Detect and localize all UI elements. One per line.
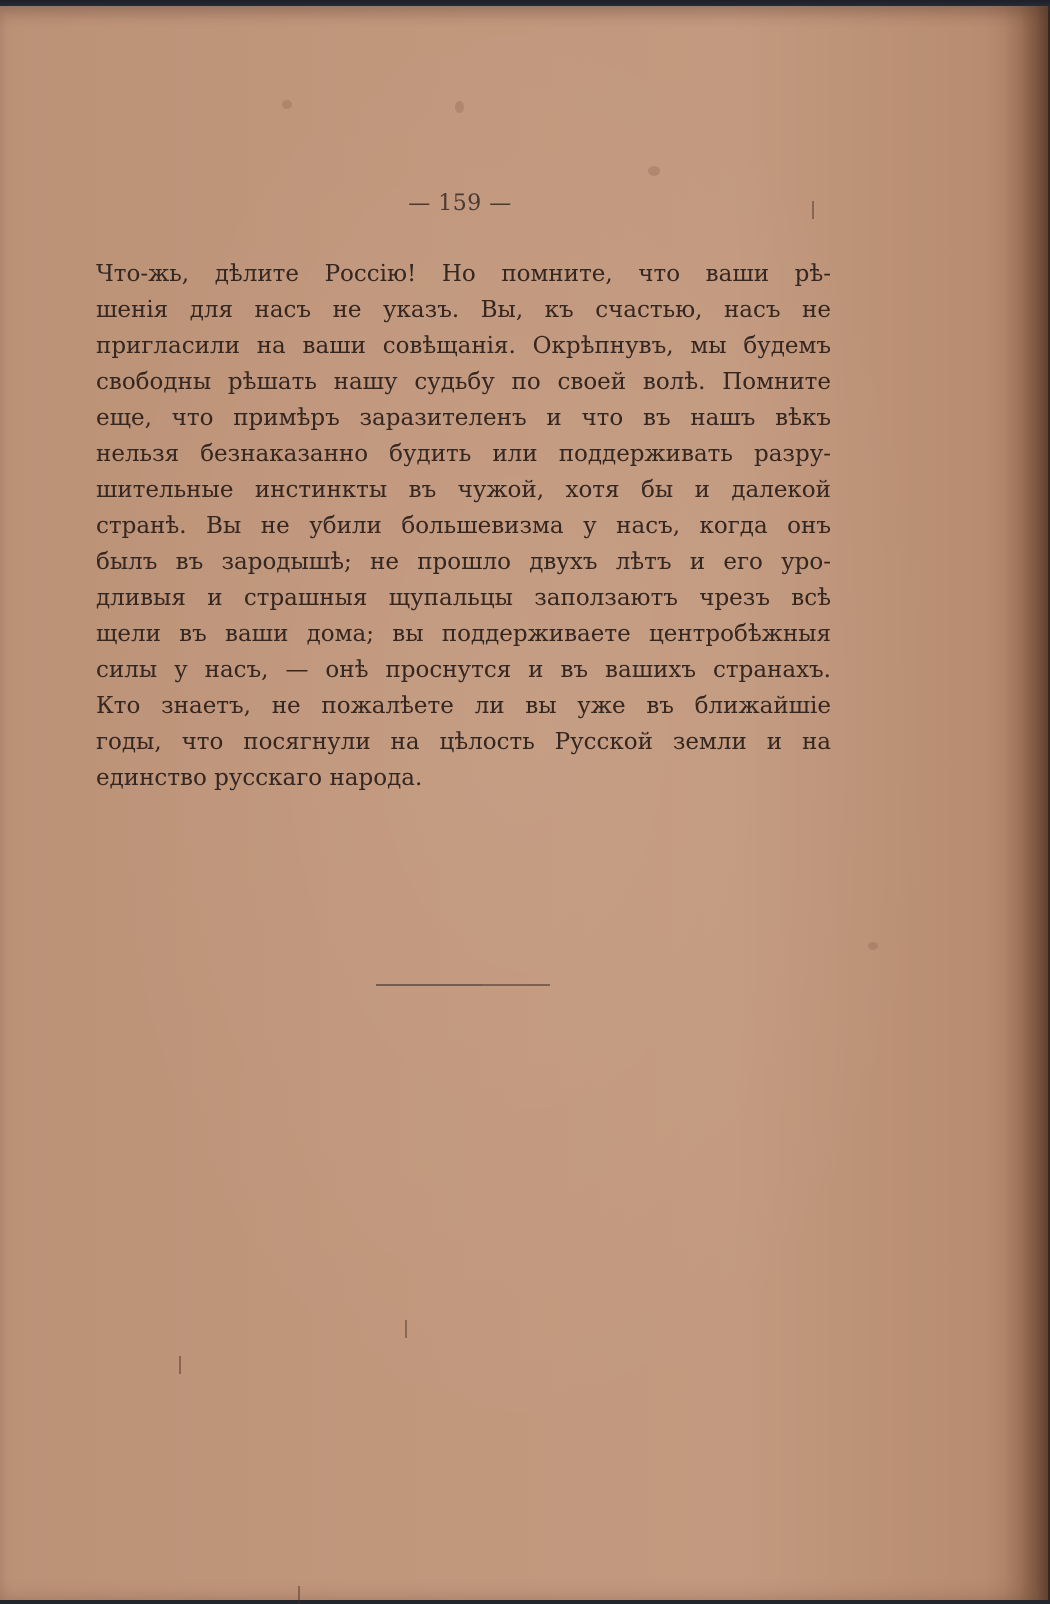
text-line: Что-жь, дѣлите Россію! Но помните, что ваши рѣ-: [96, 261, 831, 287]
text-line: свободны рѣшать нашу судьбу по своей волѣ. Помните: [96, 369, 831, 395]
text-line: пригласили на ваши совѣщанія. Окрѣпнувъ, мы будемъ: [96, 333, 831, 359]
text-line: шенія для насъ не указъ. Вы, къ счастью, насъ не: [96, 297, 831, 323]
binding-shadow: [1004, 6, 1050, 1600]
paper-stain: [455, 101, 464, 113]
text-line: Кто знаетъ, не пожалѣете ли вы уже въ ближайшіе: [96, 693, 831, 719]
text-line: былъ въ зародышѣ; не прошло двухъ лѣтъ и его уро-: [96, 549, 831, 575]
text-line: годы, что посягнули на цѣлость Русской земли и на: [96, 729, 831, 755]
text-line: нельзя безнаказанно будить или поддерживать разру-: [96, 441, 831, 467]
paper-stain: [282, 100, 292, 109]
page-number: — 159 —: [408, 191, 512, 216]
paper-scratch: [812, 201, 814, 219]
paper-stain: [868, 942, 878, 950]
book-page: [0, 6, 1048, 1600]
paper-scratch: [298, 1586, 300, 1604]
paper-scratch: [179, 1356, 181, 1374]
body-paragraph: [96, 256, 831, 796]
text-line: странѣ. Вы не убили большевизма у насъ, когда онъ: [96, 513, 831, 539]
text-line: дливыя и страшныя щупальцы заползаютъ чрезъ всѣ: [96, 585, 831, 611]
text-line: шительные инстинкты въ чужой, хотя бы и далекой: [96, 477, 831, 503]
text-line: силы у насъ, — онѣ проснутся и въ вашихъ странахъ.: [96, 657, 831, 683]
paper-stain: [648, 166, 660, 176]
section-separator: [376, 984, 550, 986]
text-line: единство русскаго народа.: [96, 765, 423, 791]
paper-scratch: [405, 1320, 407, 1338]
text-line: еще, что примѣръ заразителенъ и что въ нашъ вѣкъ: [96, 405, 831, 431]
text-line: щели въ ваши дома; вы поддерживаете центробѣжныя: [96, 621, 831, 647]
